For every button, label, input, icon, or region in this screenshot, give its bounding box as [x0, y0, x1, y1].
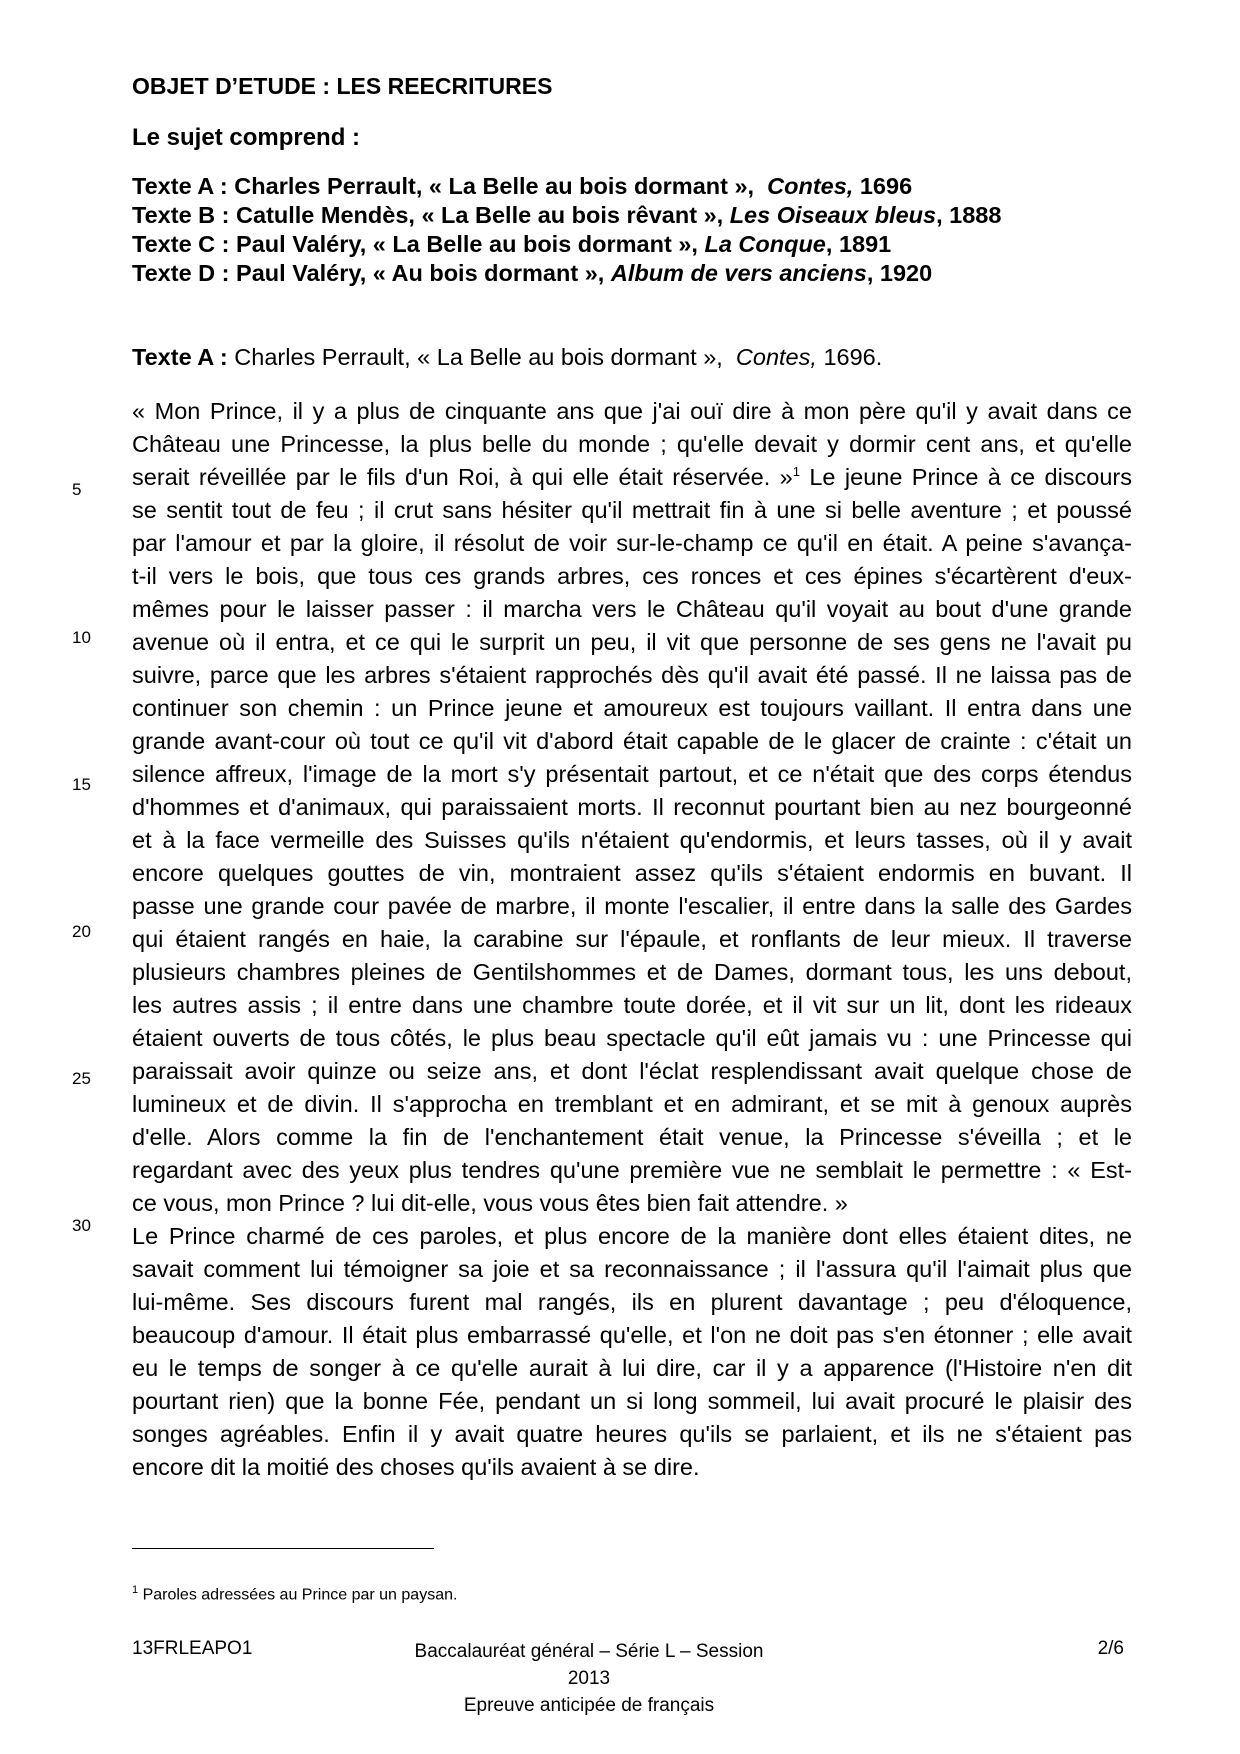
study-object-heading: OBJET D’ETUDE : LES REECRITURES — [132, 73, 553, 99]
passage-line: qui étaient rangés en haie, la carabine sur l'épaule, et ronflants de leur mieux. Il traverse — [132, 926, 1132, 952]
passage-line: les autres assis ; il entre dans une chambre toute dorée, et il vit sur un lit, dont les rideaux — [132, 992, 1132, 1018]
text-entry-c: Texte C : Paul Valéry, « La Belle au bois dormant », La Conque, 1891 — [132, 231, 892, 257]
passage-source: Texte A : Charles Perrault, « La Belle au bois dormant », Contes, 1696. — [132, 344, 883, 370]
passage-line: continuer son chemin : un Prince jeune et amoureux est toujours vaillant. Il entra dans une — [132, 695, 1132, 721]
passage-line: beaucoup d'amour. Il était plus embarrassé qu'elle, et l'on ne doit pas s'en étonner ; elle avait — [132, 1322, 1132, 1348]
line-number: 5 — [72, 480, 82, 499]
line-number: 15 — [72, 775, 91, 794]
passage-line: paraissait avoir quinze ou seize ans, et dont l'éclat resplendissant avait quelque chose de — [132, 1058, 1132, 1084]
passage-line: « Mon Prince, il y a plus de cinquante ans que j'ai ouï dire à mon père qu'il y avait dans ce — [132, 398, 1132, 424]
text-entry-b: Texte B : Catulle Mendès, « La Belle au bois rêvant », Les Oiseaux bleus, 1888 — [132, 202, 1002, 228]
passage-line: d'hommes et d'animaux, qui paraissaient morts. Il reconnut pourtant bien au nez bourgeonné — [132, 794, 1132, 820]
passage-line: lumineux et de divin. Il s'approcha en tremblant et en admirant, et se mit à genoux auprès — [132, 1091, 1132, 1117]
footnote-marker: 1 — [792, 464, 800, 480]
passage-line: eu le temps de songer à ce qu'elle aurait à lui dire, car il y a apparence (l'Histoire n'en dit — [132, 1355, 1132, 1381]
footnote-number: 1 — [132, 1584, 139, 1596]
passage-line: passe une grande cour pavée de marbre, il monte l'escalier, il entre dans la salle des Gardes — [132, 893, 1132, 919]
footnote-divider — [132, 1548, 434, 1549]
texts-list — [132, 172, 1001, 288]
passage-line: mêmes pour le laisser passer : il marcha vers le Château qu'il voyait au bout d'une grande — [132, 596, 1132, 622]
passage-line: pourtant rien) que la bonne Fée, pendant un si long sommeil, lui avait procuré le plaisir des — [132, 1388, 1132, 1414]
passage-line: plusieurs chambres pleines de Gentilshommes et de Dames, dormant tous, les uns debout, — [132, 959, 1132, 985]
text-entry-a: Texte A : Charles Perrault, « La Belle au bois dormant », Contes, 1696 — [132, 173, 913, 199]
passage-line: d'elle. Alors comme la fin de l'enchantement était venue, la Princesse s'éveilla ; et le — [132, 1124, 1132, 1150]
passage-line: encore quelques gouttes de vin, montraient assez qu'ils s'étaient endormis en buvant. Il — [132, 860, 1132, 886]
passage-text — [132, 395, 1132, 1484]
passage-line: savait comment lui témoigner sa joie et sa reconnaissance ; il l'assura qu'il l'aimait plus que — [132, 1256, 1132, 1282]
footnote: $^1$ Paroles adressées au Prince par un paysan. — [132, 1584, 458, 1604]
page-number: 2/6 — [1097, 1638, 1124, 1659]
passage-line: encore dit la moitié des choses qu'ils avaient à se dire. — [132, 1454, 700, 1480]
passage-line: grande avant-cour où tout ce qu'il vit d'abord était capable de le glacer de crainte : c'était un — [132, 728, 1132, 754]
passage-line: et à la face vermeille des Suisses qu'ils n'étaient qu'endormis, et leurs tasses, où il y avait — [132, 827, 1132, 853]
exam-info — [394, 1638, 784, 1719]
passage-line: étaient ouverts de tous côtés, le plus beau spectacle qu'il eût jamais vu : une Princesse qui — [132, 1025, 1132, 1051]
line-number: 25 — [72, 1069, 91, 1088]
passage-line: serait réveillée par le fils d'un Roi, à qui elle était réservée. »$^1$ Le jeune Prince à ce discours — [132, 464, 1133, 490]
passage-line: regardant avec des yeux plus tendres qu'une première vue ne semblait le permettre : « Est- — [132, 1157, 1132, 1183]
line-number: 10 — [72, 628, 91, 647]
exam-code: 13FRLEAPO1 — [132, 1638, 253, 1659]
passage-line: se sentit tout de feu ; il crut sans hésiter qu'il mettrait fin à une si belle aventure ; et poussé — [132, 497, 1132, 523]
passage-line: t-il vers le bois, que tous ces grands arbres, ces ronces et ces épines s'écartèrent d'eux- — [132, 563, 1132, 589]
exam-title: Baccalauréat général – Série L – Session 2013 — [414, 1641, 764, 1689]
passage-line: lui-même. Ses discours furent mal rangés, ils en plurent davantage ; peu d'éloquence, — [132, 1289, 1132, 1315]
passage-line: suivre, parce que les arbres s'étaient rapprochés dès qu'il avait été passé. Il ne laissa pas de — [132, 662, 1132, 688]
passage-line: par l'amour et par la gloire, il résolut de voir sur-le-champ ce qu'il en était. A peine s'avança- — [132, 530, 1132, 556]
passage-line: songes agréables. Enfin il y avait quatre heures qu'ils se parlaient, et ils ne s'étaient pas — [132, 1421, 1132, 1447]
passage-line: Château une Princesse, la plus belle du monde ; qu'elle devait y dormir cent ans, et qu'elle — [132, 431, 1132, 457]
text-entry-d: Texte D : Paul Valéry, « Au bois dormant », Album de vers anciens, 1920 — [132, 260, 933, 286]
line-number: 20 — [72, 922, 91, 941]
passage-line: Le Prince charmé de ces paroles, et plus encore de la manière dont elles étaient dites, ne — [132, 1223, 1132, 1249]
exam-subject: Epreuve anticipée de français — [463, 1695, 715, 1716]
line-number: 30 — [72, 1216, 91, 1235]
passage-line: ce vous, mon Prince ? lui dit-elle, vous vous êtes bien fait attendre. » — [132, 1190, 848, 1216]
passage-line: silence affreux, l'image de la mort s'y présentait partout, et ce n'était que des corps étendus — [132, 761, 1132, 787]
passage-line: avenue où il entra, et ce qui le surprit un peu, il vit que personne de ses gens ne l'avait pu — [132, 629, 1132, 655]
subject-intro: Le sujet comprend : — [132, 124, 361, 151]
